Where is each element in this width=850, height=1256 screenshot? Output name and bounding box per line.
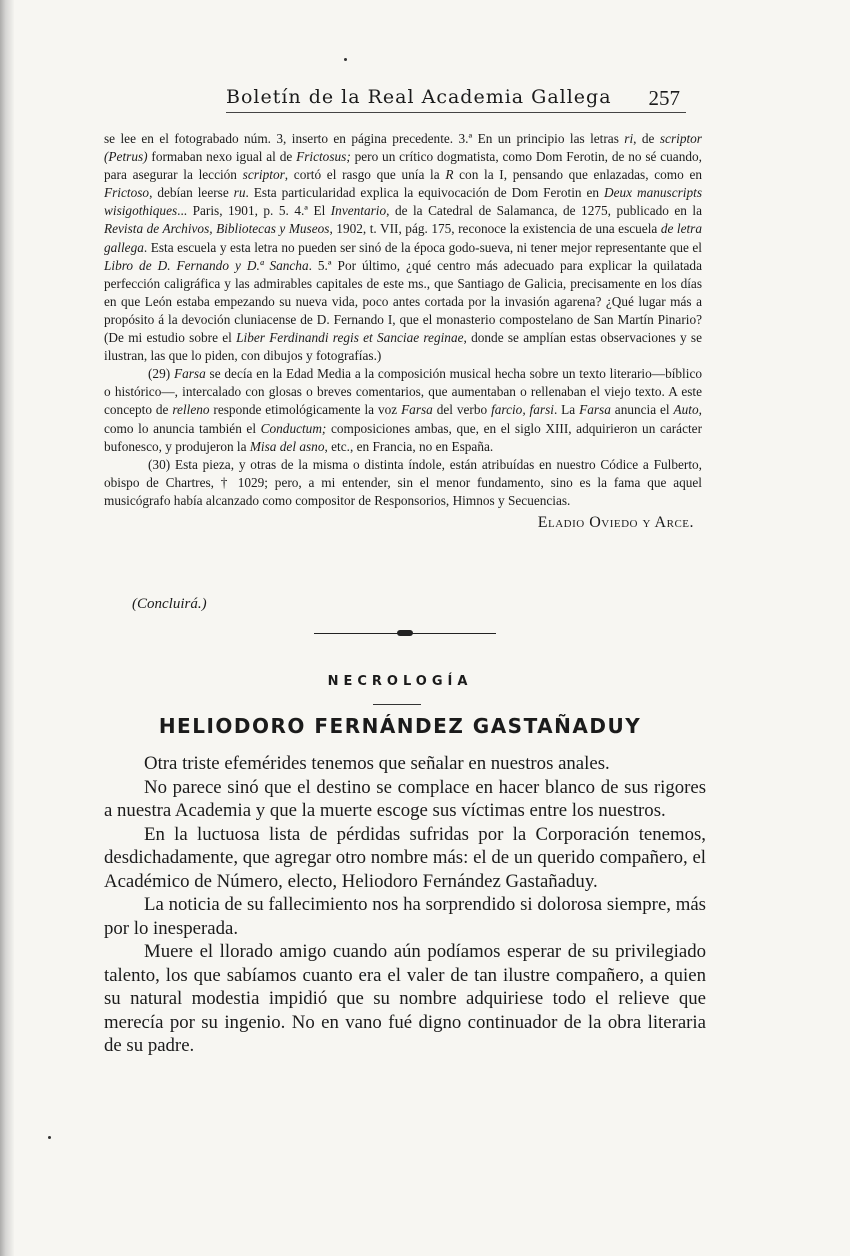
italic-text-run: de letra gallega <box>104 221 702 255</box>
paragraph: No parece sinó que el destino se complace en hacer blanco de sus rigores a nuestra Academia y que la muerte escoge sus víctimas entre los nuestros. <box>104 776 706 821</box>
running-title: Boletín de la Real Academia Gallega <box>226 86 612 108</box>
text-run: responde etimológicamente la voz <box>209 402 402 418</box>
text-run: (29) <box>148 366 174 382</box>
text-run: . La <box>553 402 580 418</box>
paragraph: Otra triste efemérides tenemos que señalar en nuestros anales. <box>144 753 610 774</box>
text-run: , de <box>633 131 660 146</box>
italic-text-run: ri <box>624 131 634 146</box>
text-run: , donde se amplían estas observaciones y se ilustran, las que lo piden, con dibujos y fotografías.) <box>104 330 703 364</box>
ornament-icon <box>397 630 413 636</box>
text-run: (30) Esta pieza, y otras de la misma o distinta índole, están atribuídas en nuestro Códice a Fulberto, obispo de Chartres, † 1029; pero, a mi entender, sin el menor fundamento, sino es la fama que aquel musicógrafo había alcanzado como compositor de Responsorios, Himnos y Secuencias. <box>104 456 702 508</box>
print-speck <box>48 1136 51 1139</box>
header-rule <box>226 112 686 113</box>
note-continuation <box>104 130 702 365</box>
to-be-continued: (Concluirá.) <box>132 596 207 612</box>
italic-text-run: Deux manuscripts wisigothiques <box>104 185 702 219</box>
italic-text-run: farcio, farsi <box>491 402 554 418</box>
text-run: , etc., en Francia, no en España. <box>324 438 494 454</box>
print-speck <box>344 58 347 61</box>
ornamental-divider <box>314 633 496 634</box>
section-rule <box>373 704 421 705</box>
text-run: , como lo anuncia también el <box>104 402 702 436</box>
text-run: ... Paris, 1901, p. 5. 4.ª El <box>177 203 331 219</box>
text-run: pero un crítico dogmatista, como Dom Ferotin, de no sé cuando, para asegurar la lección <box>104 149 702 183</box>
italic-text-run: Frictosus; <box>296 149 351 165</box>
text-run: formaban nexo igual al de <box>147 149 297 165</box>
note-30 <box>104 456 702 510</box>
page-number: 257 <box>648 86 680 110</box>
text-run: se decía en la Edad Media a la composición musical hecha sobre un texto literario—bíblico o histórico—, intercalado con glosas o breves comentarios, que aumentaban o rellenaban el viejo texto. A este concepto de <box>104 366 702 418</box>
text-run: , cortó el rasgo que unía la <box>284 167 446 183</box>
italic-text-run: Farsa <box>173 366 206 382</box>
italic-text-run: Libro de D. Fernando y D.ª Sancha <box>104 257 309 273</box>
italic-text-run: scriptor (Petrus) <box>104 131 702 165</box>
italic-text-run: Farsa <box>579 402 611 418</box>
paragraph: Muere el llorado amigo cuando aún podíamos esperar de su privilegiado talento, los que sabíamos cuanto era el valer de tan ilustre compañero, a quien su natural modestia impidió que su nombre adquiriese todo el relieve que merecía por su ingenio. No en vano fué digno continuador de la obra literaria de su padre. <box>104 941 706 1056</box>
italic-text-run: Conductum; <box>260 420 327 436</box>
running-head <box>226 86 686 116</box>
italic-text-run: R <box>445 167 454 183</box>
italic-text-run: scriptor <box>242 167 285 183</box>
italic-text-run: Revista de Archivos, Bibliotecas y Museos <box>104 221 330 237</box>
italic-text-run: Farsa <box>401 402 433 418</box>
italic-text-run: Liber Ferdinandi regis et Sanciae reginae <box>236 330 464 346</box>
text-run: con la I, pensando que enlazadas, como en <box>453 167 703 183</box>
italic-text-run: ru <box>233 185 246 201</box>
text-run: . 5.ª Por último, ¿qué centro más adecuado para explicar la quilatada perfección caligráfica y las admirables capitales de este ms., que Santiago de Galicia, precisamente en los días en que León estaba empezando su nueva vida, poco antes cortada por la invasión agarena? ¿Qué lugar más a propósito á la devoción cluniacense de D. Fernando I, que el monasterio compostelano de San Martín Pinario? (De mi estudio sobre el <box>104 257 702 346</box>
paragraph: La noticia de su fallecimiento nos ha sorprendido si dolorosa siempre, más por lo inesperada. <box>104 894 706 939</box>
note-29 <box>104 365 702 455</box>
italic-text-run: Misa del asno <box>249 438 325 454</box>
italic-text-run: relleno <box>172 402 210 418</box>
author-signature: Eladio Oviedo y Arce. <box>537 513 694 531</box>
italic-text-run: Auto <box>673 402 699 418</box>
italic-text-run: Inventario <box>330 203 387 219</box>
footnotes-block <box>104 130 702 532</box>
section-title: NECROLOGÍA <box>327 674 473 689</box>
text-run: , de la Catedral de Salamanca, de 1275, publicado en la <box>386 203 703 219</box>
text-run: . Esta particularidad explica la equivocación de Dom Ferotin en <box>245 185 604 201</box>
page-edge-shadow <box>0 0 14 1256</box>
obituary-body <box>104 752 706 1058</box>
text-run: , debían leerse <box>149 185 234 201</box>
text-run: , 1902, t. VII, pág. 175, reconoce la existencia de una escuela <box>329 221 661 237</box>
text-run: se lee en el fotograbado núm. 3, inserto en página precedente. 3.ª En un principio las letras <box>104 131 625 146</box>
italic-text-run: Frictoso <box>104 185 150 201</box>
obituary-heading: HELIODORO FERNÁNDEZ GASTAÑADUY <box>158 714 642 738</box>
text-run: composiciones ambas, que, en el siglo XIII, adquirieron un carácter bufonesco, y produjeron la <box>104 420 703 454</box>
text-run: . Esta escuela y esta letra no pueden ser sinó de la época godo-sueva, ni tener mejor representante que el <box>143 239 702 255</box>
text-run: del verbo <box>432 402 492 418</box>
text-run: anuncia el <box>610 402 674 418</box>
paragraph: En la luctuosa lista de pérdidas sufridas por la Corporación tenemos, desdichadamente, que agregar otro nombre más: el de un querido compañero, el Académico de Número, electo, Heliodoro Fernández Gastañaduy. <box>104 823 706 892</box>
